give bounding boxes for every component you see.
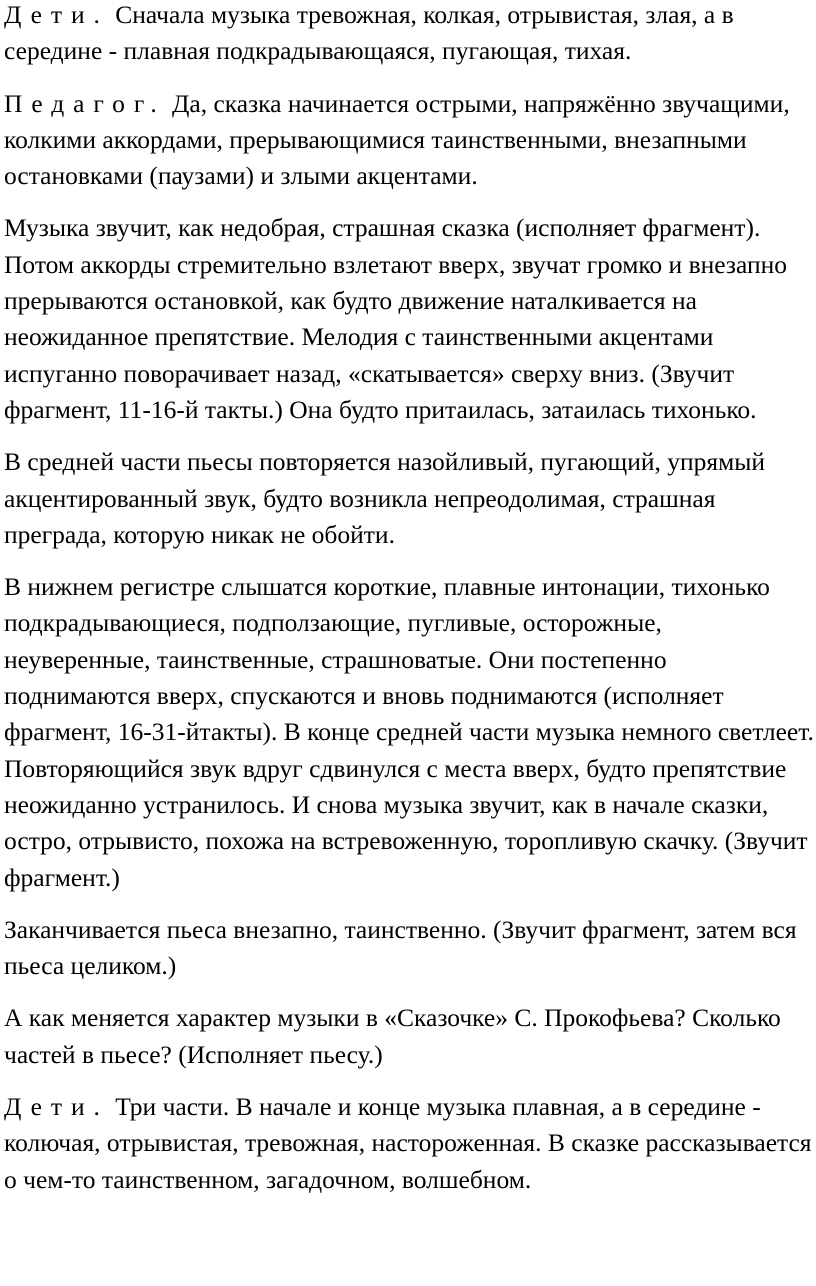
paragraph-text: Три части. В начале и конце музыка плавная, а в середине - колючая, отрывистая, тревожная, настороженная. В сказке рассказывается о чем-то таинственном, загадочном, волшебном. [4,1092,812,1194]
paragraph-ending [4,912,814,985]
speaker-label: Дети. [4,1092,109,1122]
paragraph-text: Да, сказка начинается острыми, напряжённо звучащими, колкими аккордами, прерывающимися таинственными, внезапными остановками (паузами) и злыми акцентами. [4,88,790,191]
paragraph-middle-section [4,444,814,553]
paragraph-text: В нижнем регистре слышатся короткие, плавные интонации, тихонько подкрадывающиеся, подползающие, пугливые, осторожные, неуверенные, таинственные, страшноватые. Они постепенно поднимаются вверх, спускаются и вновь поднимаются (исполняет фрагмент, 16-31-йтакты). В конце средней части музыка немного светлеет. Повторяющийся звук вдруг сдвинулся с места вверх, будто препятствие неожиданно устранилось. И снова музыка звучит, как в начале сказки, остро, отрывисто, похожа на встревоженную, торопливую скачку. (Звучит фрагмент.) [4,572,814,892]
paragraph-lower-register [4,569,814,896]
paragraph-children-answer-1 [4,0,814,70]
document-page [4,0,814,1214]
paragraph-children-answer-2 [4,1089,814,1198]
paragraph-text: Музыка звучит, как недобрая, страшная сказка (исполняет фрагмент). Потом аккорды стремительно взлетают вверх, звучат громко и внезапно прерываются остановкой, как будто движение наталкивается на неожиданное препятствие. Мелодия с таинственными акцентами испуганно поворачивает назад, «скатывается» сверху вниз. (Звучит фрагмент, 11-16-й такты.) Она будто притаилась, затаилась тихонько. [4,213,787,424]
paragraph-music-description [4,210,814,428]
speaker-label: Педагог. [4,88,166,118]
paragraph-text: А как меняется характер музыки в «Сказочке» С. Прокофьева? Сколько частей в пьесе? (Исполняет пьесу.) [4,1003,781,1069]
paragraph-text: Сначала музыка тревожная, колкая, отрывистая, злая, а в середине - плавная подкрадывающаяся, пугающая, тихая. [4,0,734,66]
paragraph-text: В средней части пьесы повторяется назойливый, пугающий, упрямый акцентированный звук, будто возникла непреодолимая, страшная преграда, которую никак не обойти. [4,447,766,549]
paragraph-teacher-remark [4,86,814,195]
paragraph-text: Заканчивается пьеса внезапно, таинственно. (Звучит фрагмент, затем вся пьеса целиком.) [4,914,797,981]
paragraph-question [4,1000,814,1073]
speaker-label: Дети. [4,0,109,29]
